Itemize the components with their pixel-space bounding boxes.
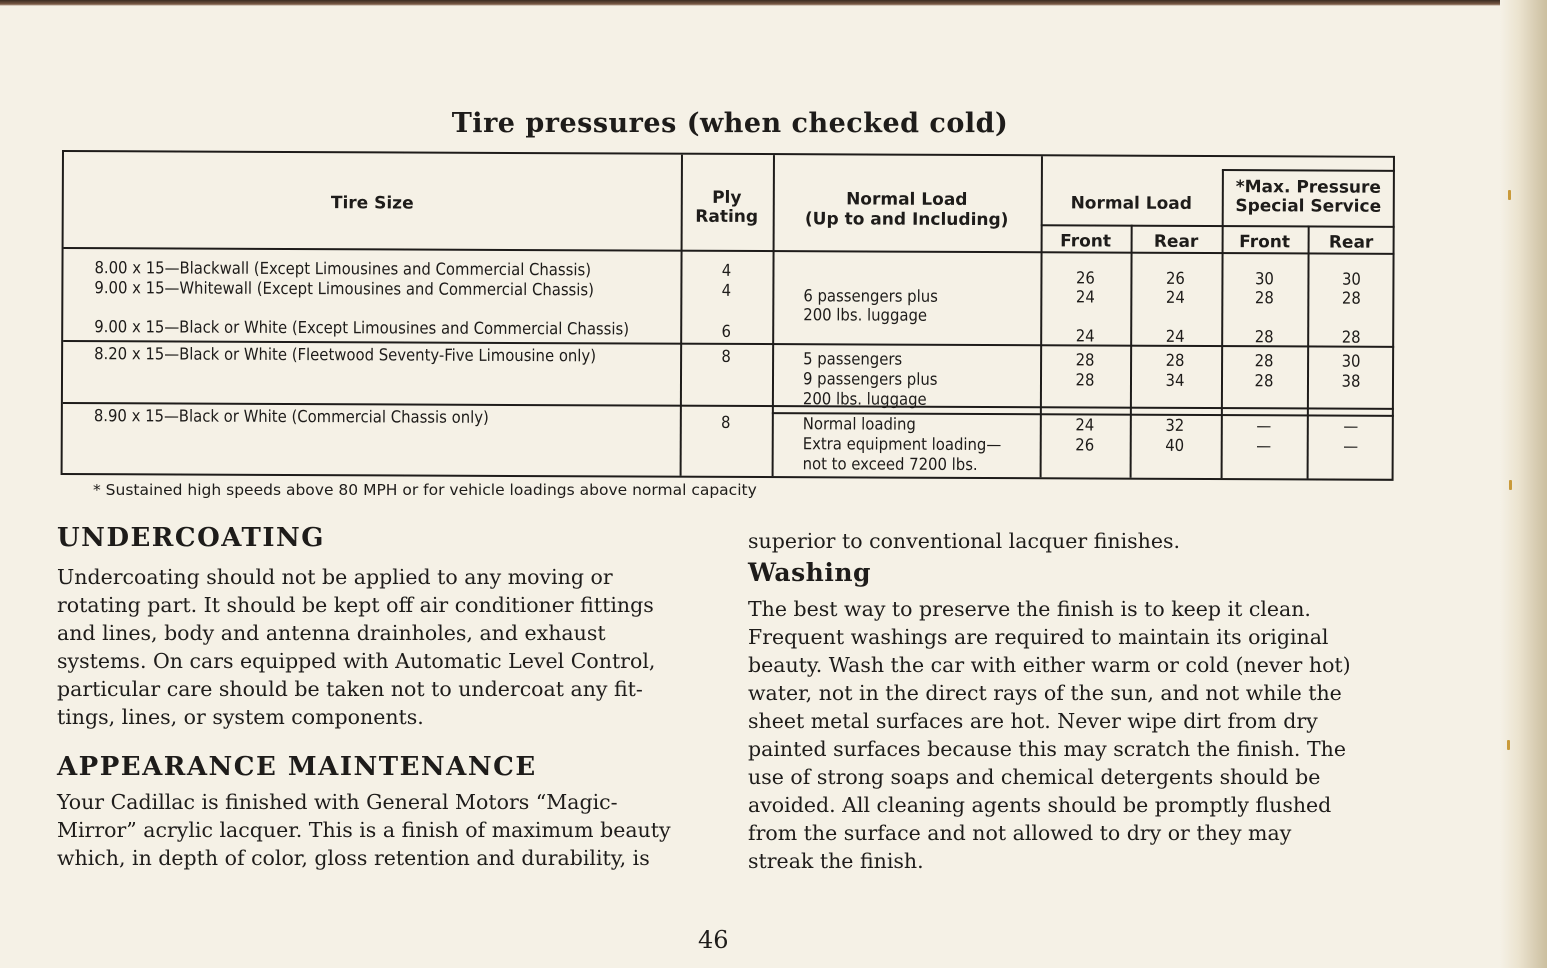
text-line: avoided. All cleaning agents should be promptly flushed bbox=[748, 793, 1332, 817]
page-number: 46 bbox=[698, 926, 729, 954]
nl-rear-cell: 28 bbox=[1165, 350, 1185, 370]
load-cell: 200 lbs. luggage bbox=[802, 389, 927, 409]
appearance-continuation bbox=[748, 527, 1388, 555]
load-cell: Normal loading bbox=[802, 414, 916, 434]
text-line: streak the finish. bbox=[748, 849, 924, 873]
header-front: Front bbox=[1060, 231, 1112, 252]
text-line: Undercoating should not be applied to any moving or bbox=[57, 565, 613, 589]
ply-cell: 4 bbox=[721, 260, 732, 280]
text-line: rotating part. It should be kept off air conditioner fittings bbox=[57, 593, 654, 617]
text-line: systems. On cars equipped with Automatic Level Control, bbox=[57, 649, 656, 673]
nl-rear-cell: 32 bbox=[1165, 415, 1185, 435]
paper-mark bbox=[1507, 740, 1510, 750]
load-cell: 200 lbs. luggage bbox=[803, 305, 928, 325]
load-cell: not to exceed 7200 lbs. bbox=[802, 454, 978, 474]
nl-front-cell: 24 bbox=[1075, 326, 1095, 346]
tire-pressure-table bbox=[61, 150, 1395, 481]
max-front-cell: — bbox=[1256, 416, 1272, 436]
undercoating-heading: UNDERCOATING bbox=[57, 523, 325, 553]
header-ply: Ply bbox=[712, 187, 742, 208]
max-rear-cell: 28 bbox=[1341, 327, 1361, 347]
max-front-cell: 28 bbox=[1254, 288, 1274, 308]
header-rear: Rear bbox=[1153, 231, 1199, 252]
nl-rear-cell: 34 bbox=[1165, 370, 1185, 390]
max-rear-cell: 28 bbox=[1341, 288, 1361, 308]
nl-front-cell: 26 bbox=[1075, 435, 1095, 455]
text-line: which, in depth of color, gloss retention and durability, is bbox=[57, 846, 650, 870]
table-footnote: * Sustained high speeds above 80 MPH or for vehicle loadings above normal capacity bbox=[93, 481, 757, 499]
tire-size-cell: 8.90 x 15—Black or White (Commercial Chassis only) bbox=[93, 406, 489, 427]
header-normal-load: Normal Load bbox=[846, 189, 968, 210]
nl-front-cell: 24 bbox=[1075, 287, 1095, 307]
tire-size-cell: 8.20 x 15—Black or White (Fleetwood Seventy-Five Limousine only) bbox=[94, 344, 597, 366]
load-cell: 9 passengers plus bbox=[802, 369, 938, 389]
load-cell: Extra equipment loading— bbox=[802, 434, 1002, 455]
max-front-cell: 28 bbox=[1254, 351, 1274, 371]
paper-mark bbox=[1508, 190, 1511, 200]
max-rear-cell: — bbox=[1343, 436, 1359, 456]
header-tire-size: Tire Size bbox=[330, 193, 414, 214]
table-title: Tire pressures (when checked cold) bbox=[451, 108, 1009, 139]
nl-front-cell: 28 bbox=[1075, 370, 1095, 390]
nl-rear-cell: 26 bbox=[1165, 268, 1185, 288]
max-rear-cell: 30 bbox=[1341, 269, 1361, 289]
paper-mark bbox=[1509, 480, 1512, 490]
washing-heading: Washing bbox=[748, 558, 872, 587]
max-front-cell: 30 bbox=[1254, 269, 1274, 289]
load-cell: 5 passengers bbox=[803, 349, 903, 369]
text-line: sheet metal surfaces are hot. Never wipe dirt from dry bbox=[748, 709, 1318, 733]
text-line: The best way to preserve the finish is to keep it clean. bbox=[748, 597, 1311, 621]
tire-size-cell: 8.00 x 15—Blackwall (Except Limousines and Commercial Chassis) bbox=[94, 258, 592, 280]
text-line: Your Cadillac is finished with General Motors “Magic- bbox=[57, 790, 618, 814]
nl-front-cell: 28 bbox=[1075, 350, 1095, 370]
nl-rear-cell: 24 bbox=[1165, 326, 1185, 346]
text-line: superior to conventional lacquer finishes. bbox=[748, 529, 1181, 553]
tire-size-cell: 9.00 x 15—Whitewall (Except Limousines and Commercial Chassis) bbox=[94, 278, 595, 300]
header-front: Front bbox=[1239, 232, 1291, 253]
ply-cell: 8 bbox=[721, 412, 731, 432]
text-line: tings, lines, or system components. bbox=[57, 705, 424, 729]
page-top-edge bbox=[0, 0, 1547, 6]
nl-rear-cell: 40 bbox=[1165, 435, 1185, 455]
appearance-heading: APPEARANCE MAINTENANCE bbox=[57, 752, 537, 782]
header-rating: Rating bbox=[695, 206, 759, 228]
text-line: water, not in the direct rays of the sun, and not while the bbox=[748, 681, 1342, 705]
header-rear: Rear bbox=[1328, 232, 1374, 253]
max-front-cell: 28 bbox=[1254, 371, 1274, 391]
text-line: particular care should be taken not to undercoat any fit- bbox=[57, 677, 643, 701]
tire-size-cell: 9.00 x 15—Black or White (Except Limousines and Commercial Chassis) bbox=[94, 317, 630, 339]
ply-cell: 8 bbox=[721, 346, 731, 366]
text-line: painted surfaces because this may scratch the finish. The bbox=[748, 737, 1346, 761]
max-rear-cell: 30 bbox=[1341, 351, 1361, 371]
max-rear-cell: — bbox=[1343, 416, 1359, 436]
max-front-cell: 28 bbox=[1254, 327, 1274, 347]
undercoating-paragraph bbox=[57, 563, 697, 731]
washing-paragraph bbox=[748, 595, 1388, 875]
max-rear-cell: 38 bbox=[1341, 371, 1361, 391]
table-divider bbox=[1041, 224, 1395, 228]
text-line: Mirror” acrylic lacquer. This is a finish of maximum beauty bbox=[57, 818, 671, 842]
header-special-service: Special Service bbox=[1235, 196, 1382, 217]
ply-cell: 4 bbox=[721, 280, 732, 300]
header-up-to-including: (Up to and Including) bbox=[804, 209, 1009, 231]
nl-front-cell: 26 bbox=[1075, 268, 1095, 288]
table-divider bbox=[1222, 169, 1395, 172]
text-line: and lines, body and antenna drainholes, and exhaust bbox=[57, 621, 606, 645]
header-normal-load-pressure: Normal Load bbox=[1070, 193, 1193, 214]
table-divider bbox=[1130, 225, 1133, 478]
page-binding-edge bbox=[1500, 0, 1547, 968]
table-divider bbox=[1307, 225, 1310, 478]
appearance-paragraph bbox=[57, 788, 697, 872]
text-line: use of strong soaps and chemical detergents should be bbox=[748, 765, 1321, 789]
nl-front-cell: 24 bbox=[1075, 415, 1095, 435]
nl-rear-cell: 24 bbox=[1165, 287, 1185, 307]
text-line: from the surface and not allowed to dry or they may bbox=[748, 821, 1292, 845]
text-line: beauty. Wash the car with either warm or cold (never hot) bbox=[748, 653, 1351, 677]
header-max-pressure: *Max. Pressure bbox=[1235, 177, 1382, 198]
text-line: Frequent washings are required to maintain its original bbox=[748, 625, 1329, 649]
load-cell: 6 passengers plus bbox=[803, 286, 938, 306]
ply-cell: 6 bbox=[721, 321, 731, 341]
max-front-cell: — bbox=[1256, 436, 1272, 456]
